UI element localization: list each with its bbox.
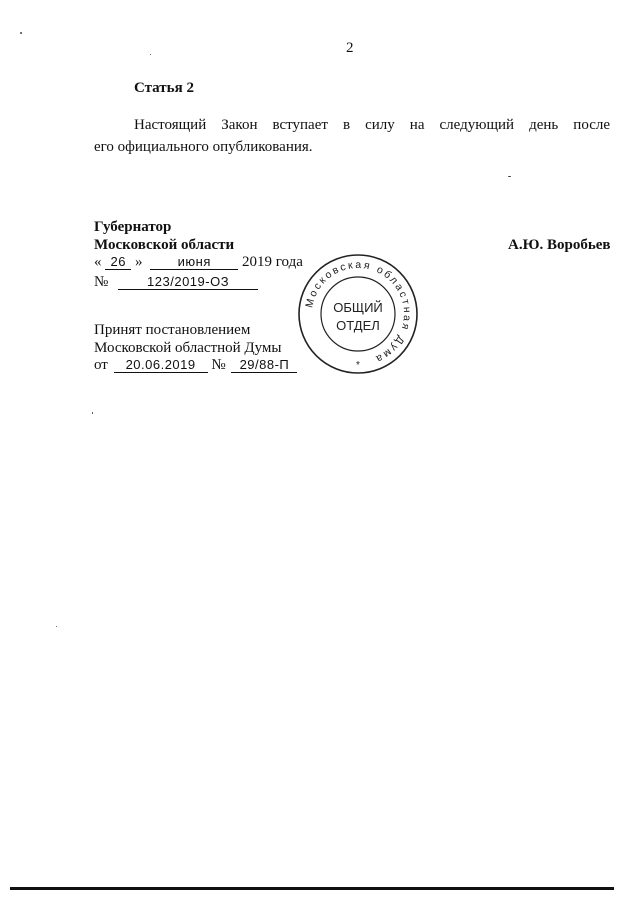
scan-speck (56, 626, 57, 627)
official-stamp (296, 252, 420, 376)
page-number: 2 (346, 40, 354, 56)
law-number: 123/2019-ОЗ (118, 274, 258, 290)
governor-region: Московской области (94, 237, 235, 253)
date-year: 2019 года (242, 254, 303, 270)
stamp-center-line2: ОТДЕЛ (336, 318, 380, 333)
adoption-date: 20.06.2019 (114, 357, 208, 373)
law-number-line (94, 274, 258, 291)
stamp-star: * (356, 360, 360, 371)
stamp-ring-text: Московская областная Дума (303, 258, 414, 366)
signatory-name: А.Ю. Воробьев (508, 237, 611, 253)
signing-date-line (94, 254, 303, 271)
date-month: июня (150, 254, 238, 270)
adoption-date-line (94, 357, 297, 374)
article-text-line2: его официального опубликования. (94, 139, 313, 155)
scan-speck (150, 54, 151, 55)
adoption-line2: Московской областной Думы (94, 340, 282, 356)
article-paragraph (94, 114, 610, 158)
law-number-sign: № (94, 274, 109, 290)
adoption-from-label: от (94, 357, 108, 373)
date-open-quote: « (94, 254, 102, 270)
scan-speck (20, 32, 22, 34)
adoption-line1: Принят постановлением (94, 322, 251, 338)
scan-speck (508, 176, 511, 177)
date-close-quote: » (135, 254, 143, 270)
article-text-line1: Настоящий Закон вступает в силу на следующий день после (134, 117, 610, 133)
adoption-number-sign: № (211, 357, 226, 373)
stamp-center-line1: ОБЩИЙ (333, 300, 383, 315)
resolution-number: 29/88-П (231, 357, 297, 373)
governor-title: Губернатор (94, 219, 172, 235)
scan-speck (92, 412, 93, 414)
date-day: 26 (105, 254, 131, 270)
article-heading: Статья 2 (134, 80, 194, 96)
scan-bottom-edge (10, 887, 614, 890)
